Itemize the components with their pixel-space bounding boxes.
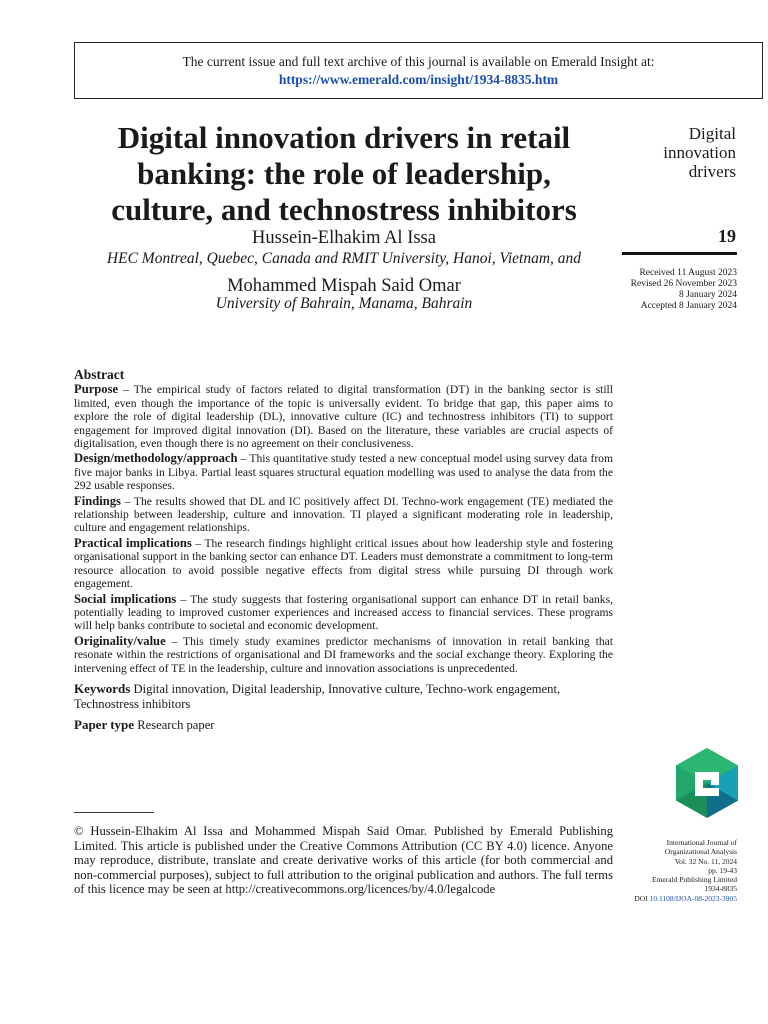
- author-name-2: Mohammed Mispah Said Omar: [227, 276, 461, 296]
- keywords-label: Keywords: [74, 680, 131, 696]
- running-head-line: innovation: [663, 143, 736, 162]
- section-text: – This timely study examines predictor mechanisms of innovation in retail banking that resonate within the restrictions of organisational and DI frameworks and the social exchange theory. Exploring the intervening effect of TE in the leadership, culture and innovation associations is unprecedented.: [74, 634, 613, 675]
- paper-type-text: Research paper: [134, 717, 215, 732]
- emerald-publishing-logo-icon: [676, 748, 738, 818]
- abstract-heading: Abstract: [74, 367, 125, 382]
- journal-line: pp. 19-43: [708, 865, 737, 875]
- abstract-purpose: [74, 383, 613, 450]
- running-head-line: Digital: [688, 124, 736, 143]
- availability-text: The current issue and full text archive of this journal is available on Emerald Insight at:: [182, 54, 655, 69]
- author-affiliation-2: University of Bahrain, Manama, Bahrain: [215, 295, 473, 312]
- keywords: [74, 681, 613, 712]
- journal-info: [600, 838, 737, 903]
- doi-link[interactable]: 10.1108/IJOA-08-2023-3905: [649, 893, 737, 903]
- page-number: 19: [718, 226, 736, 246]
- section-label: Practical implications: [74, 535, 192, 550]
- abstract-practical: [74, 537, 613, 591]
- doi-line: [600, 894, 737, 903]
- author-name-1: Hussein-Elhakim Al Issa: [252, 228, 436, 248]
- section-label: Purpose: [74, 382, 119, 397]
- section-text: – The study suggests that fostering organisational support can enhance DT in retail banks, potentially leading to improved customer experiences and increased access to financial services. These programs will help banks contribute to societal and economic development.: [74, 592, 614, 633]
- article-dates: [600, 268, 737, 312]
- keywords-text: Digital innovation, Digital leadership, Innovative culture, Techno-work engagement, Technostress inhibitors: [74, 681, 561, 711]
- title-line: Digital innovation drivers in retail: [117, 120, 571, 155]
- section-label: Social implications: [74, 591, 177, 606]
- section-text: – The empirical study of factors related to digital transformation (DT) in the banking sector is still limited, even though the importance of the topic is universally evident. To bridge that gap, this paper aims to explore the role of digital leadership (DL), innovative culture (IC) and technostress inhibitors (TI) to support engagement for improved digital innovation (DI). Based on the literature, these variables are crucial aspects of digitalisation, even though there is no agreement on their conclusiveness.: [74, 383, 613, 451]
- running-head-line: drivers: [688, 162, 736, 181]
- section-text: – The results showed that DL and IC positively affect DI. Techno-work engagement (TE) mediated the relationship between leadership, culture and innovation. TI played a significant moderating role in leadership, culture and engagement relationships.: [74, 494, 613, 535]
- running-head: [630, 124, 736, 181]
- journal-line: International Journal of: [666, 838, 737, 847]
- journal-line: Organizational Analysis: [664, 847, 737, 857]
- license-text: © Hussein-Elhakim Al Issa and Mohammed Mispah Said Omar. Published by Emerald Publishing Limited. This article is published under the Creative Commons Attribution (CC BY 4.0) licence. Anyone may reproduce, distribute, translate and create derivative works of this article (for both commercial and non-commercial purposes), subject to full attribution to the original publication and authors. The full terms of this licence may be seen at http://creativecommons.org/licences/by/4.0/legalcode: [74, 824, 613, 896]
- abstract-originality: [74, 635, 613, 675]
- journal-line: Vol. 32 No. 11, 2024: [674, 856, 737, 866]
- abstract-design: [74, 452, 613, 492]
- doi-label: DOI: [634, 893, 648, 903]
- title-line: banking: the role of leadership,: [137, 156, 551, 191]
- section-label: Design/methodology/approach: [74, 451, 238, 466]
- journal-url-link[interactable]: https://www.emerald.com/insight/1934-8835.htm: [278, 72, 559, 87]
- margin-rule: [622, 252, 737, 255]
- paper-type-label: Paper type: [74, 716, 135, 732]
- footnote-rule: [74, 812, 154, 813]
- section-label: Originality/value: [74, 633, 166, 648]
- author-affiliation-1: HEC Montreal, Quebec, Canada and RMIT University, Hanoi, Vietnam, and: [106, 250, 582, 267]
- abstract-findings: [74, 495, 613, 535]
- journal-availability-box: [74, 42, 763, 99]
- section-text: – The research findings highlight critical issues about how leadership style and fostering organisational support in the banking sector can enhance DT. Leaders must demonstrate a commitment to long-term resource allocation to avoid possible negative effects from digital stress while pursuing DI through work engagement.: [74, 536, 614, 591]
- abstract-social: [74, 593, 613, 633]
- paper-type: [74, 718, 613, 732]
- date-revised-2: 8 January 2024: [678, 290, 737, 300]
- abstract-section: [74, 368, 613, 734]
- date-revised: Revised 26 November 2023: [630, 279, 737, 289]
- article-title: [74, 120, 614, 228]
- date-received: Received 11 August 2023: [639, 268, 737, 278]
- section-label: Findings: [74, 493, 121, 508]
- journal-line: Emerald Publishing Limited: [652, 875, 737, 885]
- date-accepted: Accepted 8 January 2024: [640, 301, 737, 311]
- title-line: culture, and technostress inhibitors: [111, 192, 577, 227]
- section-text: – This quantitative study tested a new conceptual model using survey data from five major banks in Libya. Partial least squares structural equation modelling was used to analyse the data from the 292 usable responses.: [74, 452, 613, 493]
- journal-line: 1934-8835: [704, 884, 737, 894]
